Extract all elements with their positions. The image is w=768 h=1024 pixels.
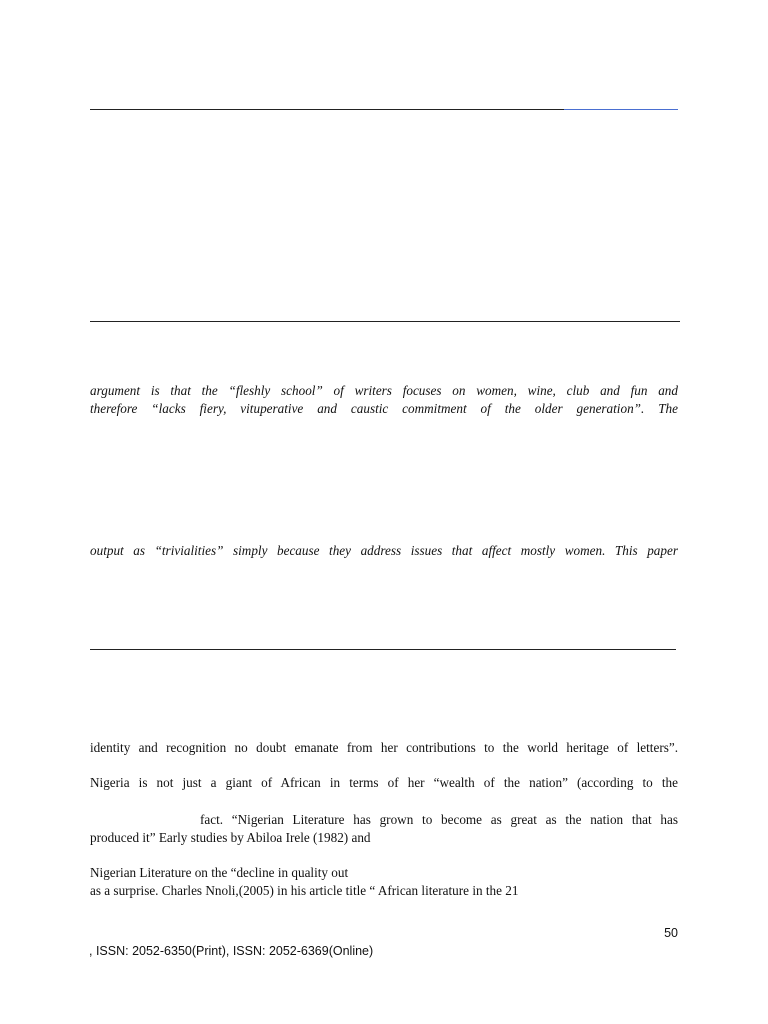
abstract-line-1: argument is that the “fleshly school” of writers focuses on women, wine, club and fun and [90,383,678,398]
link-underline[interactable] [564,109,678,110]
abstract-line-3: output as “trivialities” simply because they address issues that affect mostly women. This paper [90,543,678,558]
page-number: 50 [664,926,678,940]
footer-issn: , ISSN: 2052-6350(Print), ISSN: 2052-6369(Online) [89,944,374,958]
section-rule-1 [90,321,680,322]
body-line-produced: produced it” Early studies by Abiloa Irele (1982) and [90,830,371,845]
body-line-surprise: as a surprise. Charles Nnoli,(2005) in his article title “ African literature in the 21 [90,883,519,898]
body-line-decline: Nigerian Literature on the “decline in quality out [90,865,349,880]
abstract-line-2: therefore “lacks fiery, vituperative and caustic commitment of the older generation”. The [90,401,678,416]
body-line-identity: identity and recognition no doubt emanate from her contributions to the world heritage of letters”. [90,740,678,755]
body-line-fact: fact. “Nigerian Literature has grown to become as great as the nation that has [200,812,678,827]
header-rule [90,109,564,110]
body-line-nigeria: Nigeria is not just a giant of African in terms of her “wealth of the nation” (according to the [90,775,678,790]
section-rule-2 [90,649,676,650]
